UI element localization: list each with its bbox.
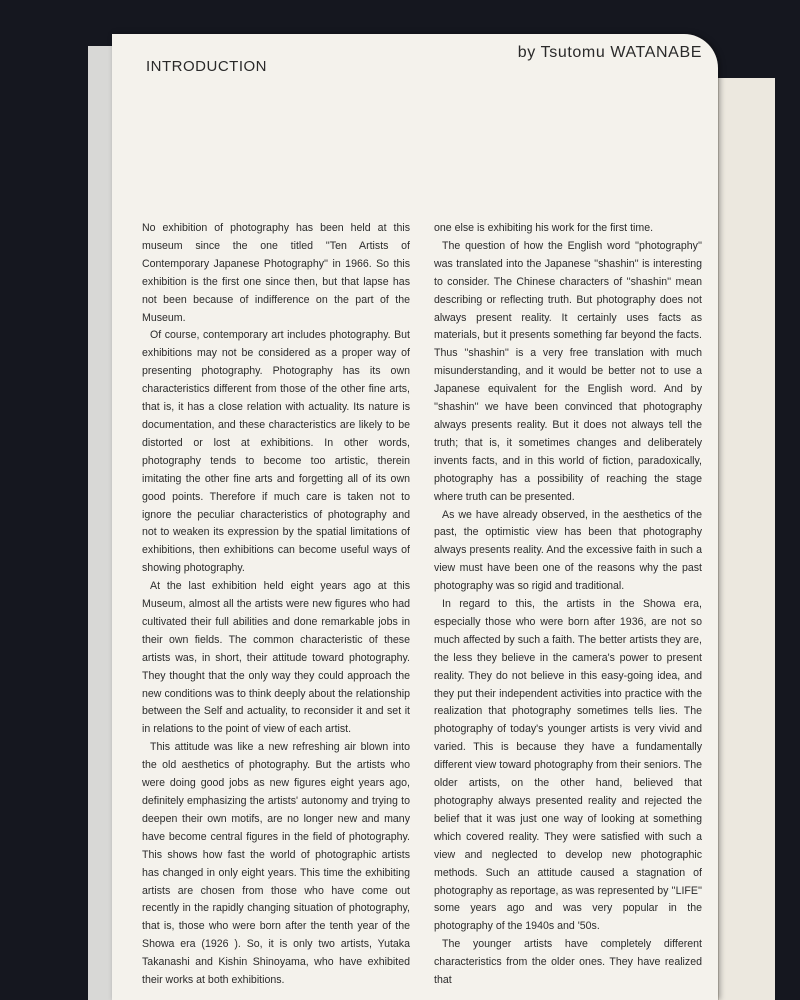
paragraph: The question of how the English word ''photography'' was translated into the Japanese ''shashin'' is interesting to consider. The Chinese characters of ''shashin'' mean describing or reflecting truth. But photography does not always present reality. It certainly uses facts as materials, but it presents something far beyond the facts. Thus ''shashin'' is a very free translation with much misunderstanding, and it would be better not to use a Japanese equivalent for the English word. And by ''shashin'' we have been convinced that photography always presents reality. But it does not always tell the truth; that is, it sometimes changes and deliberately invents facts, and in this world of fiction, paradoxically, photography has a possibility of reaching the stage where truth can be presented. <box>434 239 702 503</box>
paragraph: This attitude was like a new refreshing air blown into the old aesthetics of photography. But the artists who were doing good jobs as new figures eight years ago, definitely emphasizing the artists' autonomy and trying to deepen their own motifs, are no longer new and many have become central figures in the field of photography. This shows how fast the world of photographic artists has changed in only eight years. This time the exhibiting artists are chosen from those who have come out recently in the rapidly changing situation of photography, that is, those who were born after the tenth year of the Showa era (1926 ). So, it is only two artists, Yutaka Takanashi and Kishin Shinoyama, who have exhibited their works at both exhibitions. <box>142 741 410 987</box>
left-column <box>142 220 410 990</box>
book-page <box>112 34 718 1000</box>
paragraph: No exhibition of photography has been held at this museum since the one titled ''Ten Artists of Contemporary Japanese Photography'' in 1966. So this exhibition is the first one since then, but that lapse has not been because of indifference on the part of the Museum. <box>142 222 410 324</box>
paragraph: Of course, contemporary art includes photography. But exhibitions may not be considered as a proper way of presenting photography. Photography has its own characteristics different from those of the other fine arts, that is, it has a close relation with actuality. Its nature is documentation, and these characteristics are likely to be distorted or lost at exhibitions. In other words, photography tends to become too artistic, therein imitating the other fine arts and forgetting all of its own good points. Therefore if much care is taken not to ignore the peculiar characteristics of photography and not to weaken its expression by the spatial limitations of exhibitions, then exhibitions can become useful ways of showing photography. <box>142 329 410 575</box>
paragraph: As we have already observed, in the aesthetics of the past, the optimistic view has been that photography always presents reality. And the excessive faith in such a view must have been one of the reasons why the past photography was so rigid and traditional. <box>434 508 702 593</box>
right-column <box>434 220 702 990</box>
author-byline: by Tsutomu WATANABE <box>517 44 702 61</box>
paragraph: At the last exhibition held eight years ago at this Museum, almost all the artists were new figures who had cultivated their full abilities and done remarkable jobs in their own fields. The common characteristic of these artists was, in short, their attitude toward photography. They thought that the only way they could approach the new conditions was to think deeply about the relationship between the Self and actuality, to reconsider it and set it in relations to the point of view of each artist. <box>142 580 410 736</box>
section-heading: INTRODUCTION <box>146 58 267 75</box>
paragraph: In regard to this, the artists in the Showa era, especially those who were born after 1936, are not so much affected by such a faith. The better artists they are, the less they believe in the camera's power to present reality. They do not believe in this easy-going idea, and they put their independent activities into practice with the realization that photography sometimes tells lies. The photography of today's younger artists is very vivid and varied. This is because they have a fundamentally different view toward photography from their seniors. The older artists, on the other hand, believed that photography always presented reality and rejected the belief that it was just one way of looking at something which covered reality. They were satisfied with such a view and neglected to develop new photographic methods. Such an attitude caused a stagnation of photography as reportage, as was represented by ''LIFE'' some years ago and was very popular in the photography of the 1940s and '50s. <box>434 598 702 933</box>
paragraph: The younger artists have completely different characteristics from the older ones. They have realized that <box>434 938 702 987</box>
facing-page-edge <box>718 78 775 1000</box>
paragraph-continuation: one else is exhibiting his work for the first time. <box>434 222 654 234</box>
